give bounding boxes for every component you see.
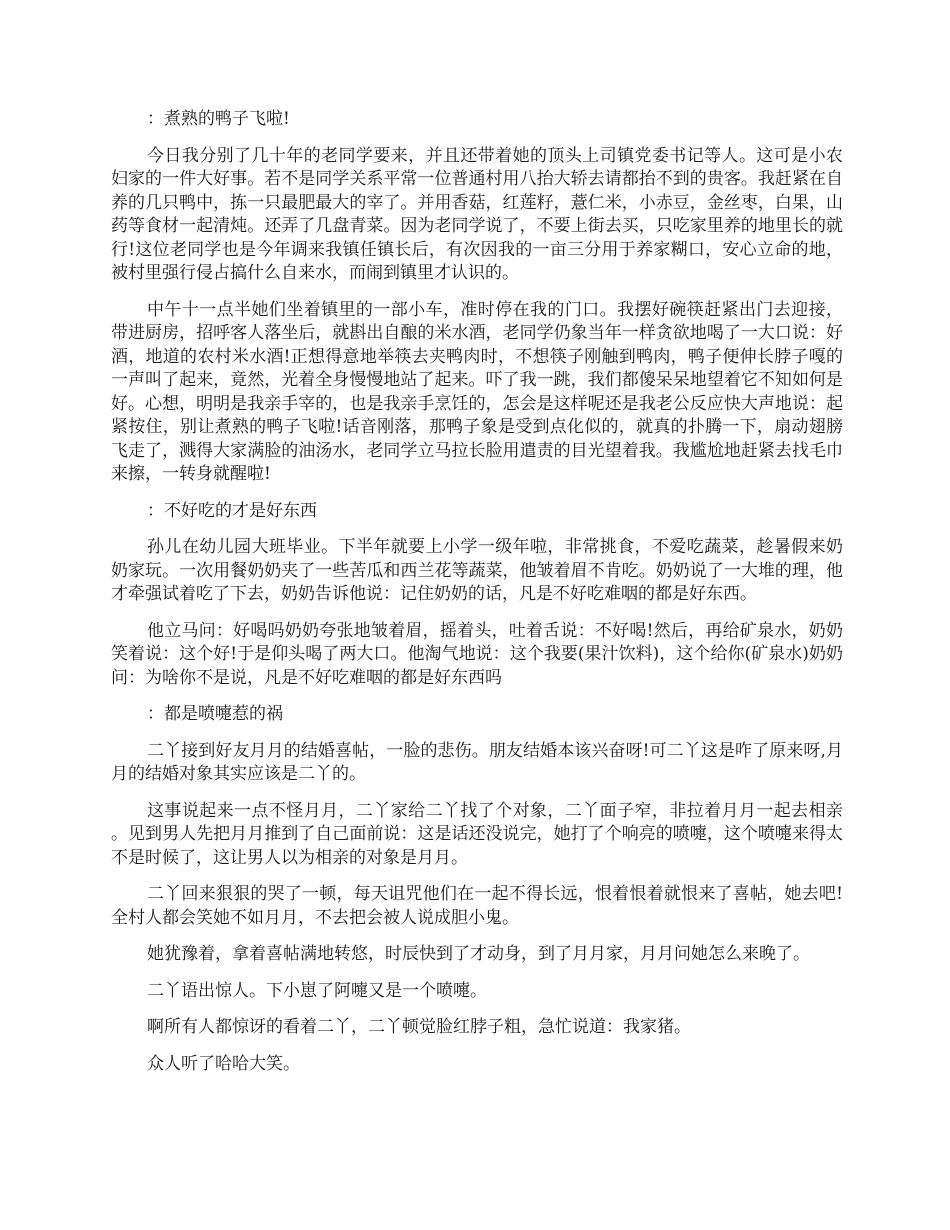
paragraph: 众人听了哈哈大笑。 xyxy=(147,1053,300,1074)
paragraph: 啊所有人都惊讶的看着二丫，二丫顿觉脸红脖子粗，急忙说道：我家猪。 xyxy=(147,1017,691,1037)
paragraph: 二丫接到好友月月的结婚喜帖，一脸的悲伤。朋友结婚本该兴奋呀!可二丫这是咋了原来呀,月月的结婚对象其实应该是二丫的。 xyxy=(111,740,843,784)
paragraph: 她犹豫着，拿着喜帖满地转悠，时辰快到了才动身，到了月月家，月月问她怎么来晚了。 xyxy=(147,944,810,964)
paragraph: 二丫回来狠狠的哭了一顿，每天诅咒他们在一起不得长远，恨着恨着就恨来了喜帖，她去吧!全村人都会笑她不如月月，不去把会被人说成胆小鬼。 xyxy=(111,884,843,928)
paragraph: 这事说起来一点不怪月月，二丫家给二丫找了个对象，二丫面子窄，非拉着月月一起去相亲。见到男人先把月月推到了自己面前说：这是话还没说完，她打了个响亮的喷嚏，这个喷嚏来得太不是时候了，这让男人以为相亲的对象是月月。 xyxy=(111,800,843,868)
paragraph: 二丫语出惊人。下小崽了阿嚏又是一个喷嚏。 xyxy=(147,980,487,1001)
paragraph: 他立马问：好喝吗奶奶夸张地皱着眉，摇着头，吐着舌说：不好喝!然后，再给矿泉水，奶奶笑着说：这个好!于是仰头喝了两大口。他淘气地说：这个我要(果汁饮料)，这个给你(矿泉水)奶奶问：为啥你不是说，凡是不好吃难咽的都是好东西吗 xyxy=(111,620,843,688)
document-page xyxy=(111,108,843,1089)
paragraph: 中午十一点半她们坐着镇里的一部小车，准时停在我的门口。我摆好碗筷赶紧出门去迎接，带进厨房，招呼客人落坐后，就斟出自酿的米水酒，老同学仍象当年一样贪欲地喝了一大口说：好酒，地道的农村米水酒!正想得意地举筷去夹鸭肉时，不想筷子刚触到鸭肉，鸭子便伸长脖子嘎的一声叫了起来，竟然，光着全身慢慢地站了起来。吓了我一跳，我们都傻呆呆地望着它不知如何是好。心想，明明是我亲手宰的，也是我亲手烹饪的，怎会是这样呢还是我老公反应快大声地说：起紧按住，别让煮熟的鸭子飞啦!话音刚落，那鸭子象是受到点化似的，就真的扑腾一下，扇动翅膀飞走了，溅得大家满脸的油汤水，老同学立马拉长脸用遣责的目光望着我。我尴尬地赶紧去找毛巾来擦，一转身就醒啦! xyxy=(111,299,843,484)
section-heading: ：煮熟的鸭子飞啦! xyxy=(147,109,290,129)
paragraph: 今日我分别了几十年的老同学要来，并且还带着她的顶头上司镇党委书记等人。这可是小农妇家的一件大好事。若不是同学关系平常一位普通村用八抬大轿去请都抬不到的贵客。我赶紧在自养的几只鸭中，拣一只最肥最大的宰了。并用香菇，红莲籽，薏仁米，小赤豆，金丝枣，白果，山药等食材一起清炖。还弄了几盘青菜。因为老同学说了，不要上街去买，只吃家里养的地里长的就行!这位老同学也是今年调来我镇任镇长后，有次因我的一亩三分用于养家糊口，安心立命的地，被村里强行侵占搞什么自来水，而闹到镇里才认识的。 xyxy=(111,145,843,283)
section-heading: ：都是喷嚏惹的祸 xyxy=(147,704,283,724)
paragraph: 孙儿在幼儿园大班毕业。下半年就要上小学一级年啦，非常挑食，不爱吃蔬菜，趁暑假来奶奶家玩。一次用餐奶奶夹了一些苦瓜和西兰花等蔬菜，他皱着眉不肯吃。奶奶说了一大堆的理，他才牵强试着吃了下去，奶奶告诉他说：记住奶奶的话，凡是不好吃难咽的都是好东西。 xyxy=(111,537,843,604)
section-heading: ：不好吃的才是好东西 xyxy=(147,500,317,521)
